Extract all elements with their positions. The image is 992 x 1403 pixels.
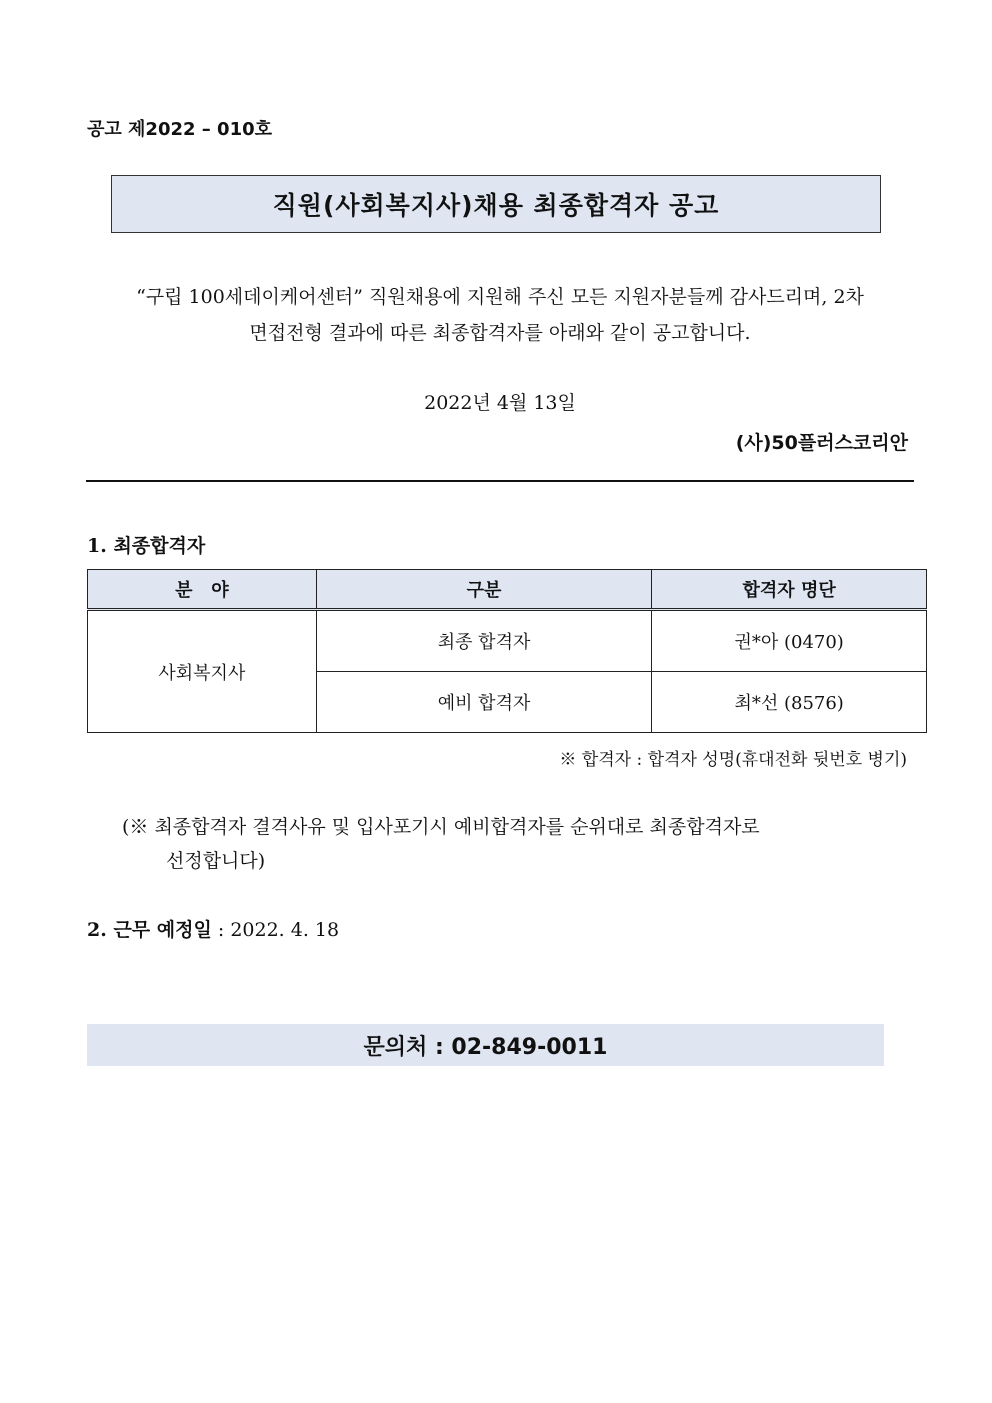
header-category: 구분 xyxy=(316,570,652,610)
contact-text: 문의처 : 02-849-0011 xyxy=(363,1034,608,1060)
section2-work-start xyxy=(87,915,339,942)
intro-line-2: 면접전형 결과에 따른 최종합격자를 아래와 같이 공고합니다. xyxy=(249,322,751,344)
divider-line xyxy=(86,480,914,482)
notice-title: 직원(사회복지사)채용 최종합격자 공고 xyxy=(272,191,720,220)
notice-title-box xyxy=(111,175,881,233)
category-cell: 최종 합격자 xyxy=(316,610,652,672)
category-cell: 예비 합격자 xyxy=(316,672,652,733)
notice-date: 2022년 4월 13일 xyxy=(424,392,576,414)
intro-line-1: “구립 100세데이케어센터” 직원채용에 지원해 주신 모든 지원자분들께 감사드리며, 2차 xyxy=(136,286,864,308)
section2-label: 2. 근무 예정일 xyxy=(87,919,212,941)
organization-name: (사)50플러스코리안 xyxy=(735,432,908,454)
remark-line-1: (※ 최종합격자 결격사유 및 입사포기시 예비합격자를 순위대로 최종합격자로 xyxy=(122,816,760,838)
remark-line-2: 선정합니다) xyxy=(166,850,266,872)
table-footnote: ※ 합격자 : 합격자 성명(휴대전화 뒷번호 병기) xyxy=(559,750,907,770)
section2-value: : 2022. 4. 18 xyxy=(211,919,340,941)
notice-number: 공고 제2022 – 010호 xyxy=(87,119,273,140)
field-cell: 사회복지사 xyxy=(88,610,317,733)
table-row xyxy=(88,610,927,672)
result-table xyxy=(87,569,927,733)
name-cell: 최*선 (8576) xyxy=(652,672,927,733)
header-names: 합격자 명단 xyxy=(652,570,927,610)
section1-heading: 1. 최종합격자 xyxy=(87,535,206,557)
table-header-row xyxy=(88,570,927,610)
contact-box xyxy=(87,1024,884,1066)
header-field: 분 야 xyxy=(88,570,317,610)
name-cell: 권*아 (0470) xyxy=(652,610,927,672)
